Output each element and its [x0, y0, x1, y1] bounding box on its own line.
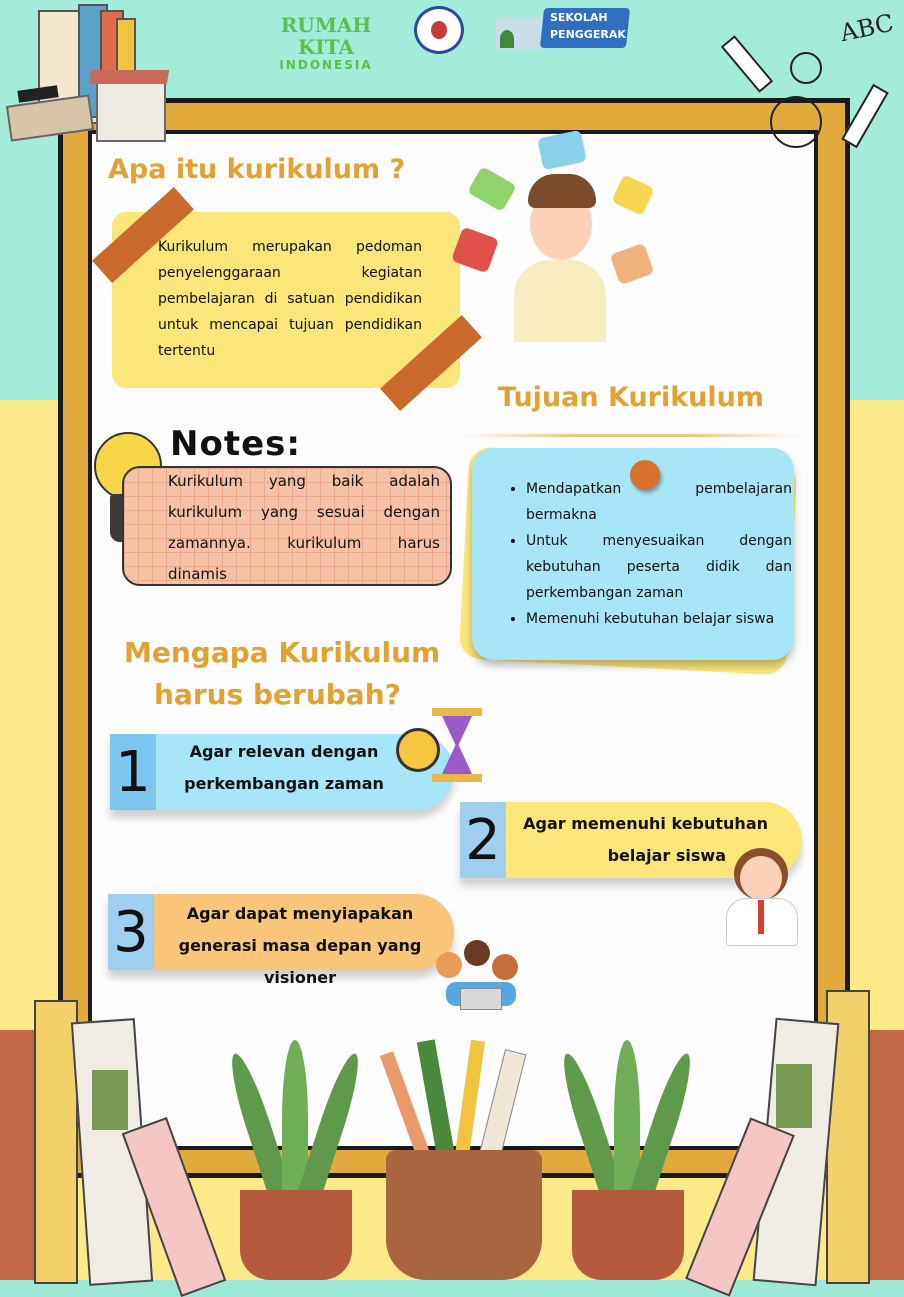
- puzzle-piece-blue: [537, 130, 587, 170]
- definition-text: Kurikulum merupakan pedoman penyelenggaraan kegiatan pembelajaran di satuan pendidikan untuk mencapai tujuan pendidikan tertentu: [158, 239, 422, 359]
- school-doodles: [730, 0, 904, 170]
- puzzle-piece-green: [467, 166, 517, 212]
- why-heading-line1: Mengapa Kurikulum: [124, 636, 441, 669]
- sekolah-penggerak-logo: SEKOLAH PENGGERAK: [496, 8, 630, 50]
- globe-icon: [770, 96, 822, 148]
- school-seal-logo: [414, 6, 464, 54]
- reason-2-line2: belajar siswa: [607, 846, 726, 865]
- abc-doodle: ABC: [837, 8, 897, 48]
- plant-pot-left: [226, 1040, 366, 1280]
- notes-text: Kurikulum yang baik adalah kurikulum yang sesuai dengan zamannya. kurikulum harus dinamis: [168, 472, 440, 583]
- reason-3-line2: generasi masa depan yang visioner: [178, 936, 422, 987]
- puzzle-piece-orange: [610, 243, 655, 285]
- notes-heading: Notes:: [170, 424, 301, 464]
- reason-number-3: 3: [108, 894, 154, 970]
- goals-list: [508, 476, 792, 632]
- goal-item: • Memenuhi kebutuhan belajar siswa: [526, 606, 792, 632]
- bookshelf-left: [0, 1000, 240, 1280]
- bookshelf-right: [680, 990, 904, 1280]
- why-heading-line2: harus berubah?: [154, 678, 401, 711]
- clock-hourglass-icon: [396, 706, 488, 784]
- apple-icon: [790, 52, 822, 84]
- children-studying-illustration: [416, 912, 546, 1012]
- rumah-kita-logo: RUMAH KITA INDONESIA: [279, 13, 373, 72]
- books-illustration: [0, 0, 170, 150]
- plant-pot-right: [558, 1040, 698, 1280]
- reason-1-line2: perkembangan zaman: [184, 774, 384, 793]
- goal-item: • Mendapatkan pembelajaran bermakna: [526, 476, 792, 528]
- puzzle-piece-red: [451, 227, 499, 274]
- ruler-icon: [841, 84, 889, 148]
- goals-heading: Tujuan Kurikulum: [498, 382, 765, 413]
- goal-item: • Untuk menyesuaikan dengan kebutuhan peserta didik dan perkembangan zaman: [526, 528, 792, 606]
- reason-card-3: [108, 894, 454, 987]
- student-girl-illustration: [712, 842, 802, 946]
- pencil-holder: [380, 1030, 550, 1280]
- reason-number-2: 2: [460, 802, 506, 878]
- reason-2-line1: Agar memenuhi kebutuhan: [523, 814, 768, 833]
- reason-1-line1: Agar relevan dengan: [189, 742, 379, 761]
- reason-3-line1: Agar dapat menyiapakan: [186, 904, 414, 923]
- reason-number-1: 1: [110, 734, 156, 810]
- goals-divider: [462, 434, 802, 437]
- definition-heading: Apa itu kurikulum ?: [108, 154, 406, 185]
- thinking-boy-illustration: [448, 130, 668, 345]
- puzzle-piece-yellow: [611, 174, 654, 216]
